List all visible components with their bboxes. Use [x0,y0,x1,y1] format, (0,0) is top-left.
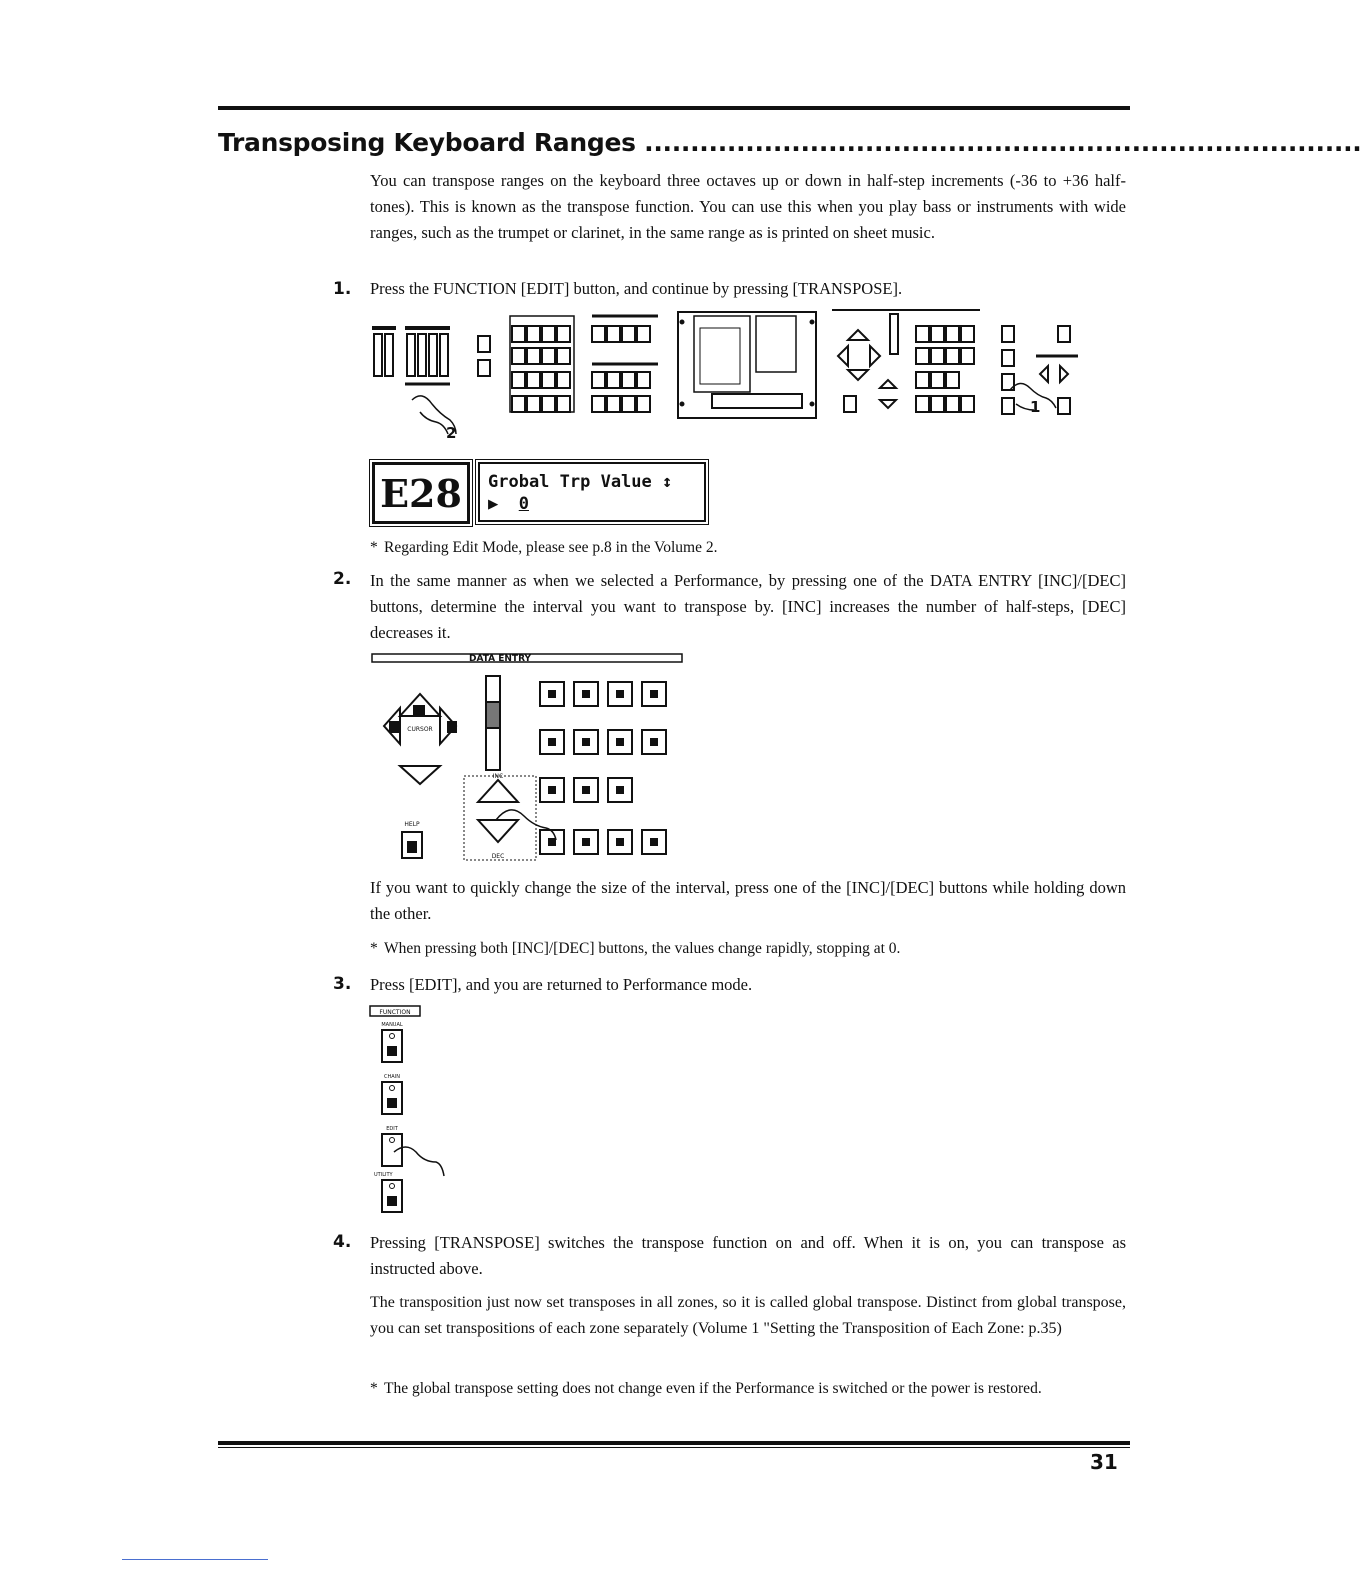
function-label: FUNCTION [379,1009,411,1016]
lcd-scroll-arrows: ↕ [662,472,673,492]
data-entry-panel-diagram [360,648,690,864]
footer-link-line [122,1559,268,1560]
step-1-text: Press the FUNCTION [EDIT] button, and continue by pressing [TRANSPOSE]. [370,279,903,298]
dec-label: DEC [491,853,505,860]
lcd-value: 0 [518,494,529,514]
global-transpose-paragraph: The transposition just now set transposes in all zones, so it is called global transpose. Distinct from global transpose, you can set transpositions of each zone separately (Volume 1 "Setting the Transposition of Each Zone: p.35) [370,1294,1126,1337]
lcd-parameter-name: Grobal Trp Value [488,472,652,492]
cursor-arrows-small [838,314,898,380]
top-rule [218,106,1130,110]
callout-1: 1 [1030,398,1041,416]
callout-2: 2 [446,424,457,442]
manual-label: MANUAL [381,1022,403,1028]
note-global-transpose: * The global transpose setting does not change even if the Performance is switched or the power is restored. [370,1380,1042,1397]
intro-paragraph: You can transpose ranges on the keyboard three octaves up or down in half-step increments (-36 to +36 half-tones). This is known as the transpose function. You can use this when you play bass or instruments with wide ranges, such as the trumpet or clarinet, in the same range as is printed on sheet music. [370,171,1126,242]
cursor-buttons [384,694,456,784]
center-display-panel [678,312,816,418]
step-4-number: 4. [333,1232,352,1252]
step-4-text: Pressing [TRANSPOSE] switches the transpose function on and off. When it is on, you can transpose as instructed above. [370,1233,1126,1278]
note-edit-mode: * Regarding Edit Mode, please see p.8 in the Volume 2. [370,539,718,556]
chain-label: CHAIN [384,1074,400,1080]
utility-label: UTILITY [374,1172,393,1178]
step-3-number: 3. [333,974,352,994]
function-column-diagram [368,1004,468,1216]
section-title: Transposing Keyboard Ranges .............................................................................. [218,128,1362,157]
bottom-rule-thin [218,1447,1130,1448]
page-number: 31 [1090,1450,1118,1474]
step-2-text: In the same manner as when we selected a Performance, by pressing one of the DATA ENTRY [INC]/[DEC] buttons, determine the interval you want to transpose by. [INC] increases the number of half-steps, [DEC] decreases it. [370,571,1126,642]
lcd-edit-code: E28 [372,462,470,524]
edit-label: EDIT [386,1126,398,1132]
help-label: HELP [404,821,420,828]
front-panel-diagram [360,300,1090,450]
dec-button [478,820,518,842]
step-3-text: Press [EDIT], and you are returned to Performance mode. [370,975,753,994]
data-entry-label: DATA ENTRY [468,654,532,664]
step-2-number: 2. [333,569,352,589]
numeric-buttons [540,682,666,854]
step-1-number: 1. [333,279,352,299]
edit-button [382,1134,402,1166]
cursor-label: CURSOR [407,726,433,733]
button-grid-c [832,310,980,412]
button-grid-b [592,316,658,412]
lcd-cursor: ▶ [488,494,499,514]
note-inc-dec: * When pressing both [INC]/[DEC] buttons, the values change rapidly, stopping at 0. [370,940,901,957]
interval-paragraph: If you want to quickly change the size of the interval, press one of the [INC]/[DEC] buttons while holding down the other. [370,878,1126,923]
bottom-rule [218,1441,1130,1445]
lcd-screen [478,462,706,522]
slider-group-left [372,328,450,384]
inc-button [478,780,518,802]
button-grid-a [510,316,574,412]
inc-label: INC [492,773,504,780]
